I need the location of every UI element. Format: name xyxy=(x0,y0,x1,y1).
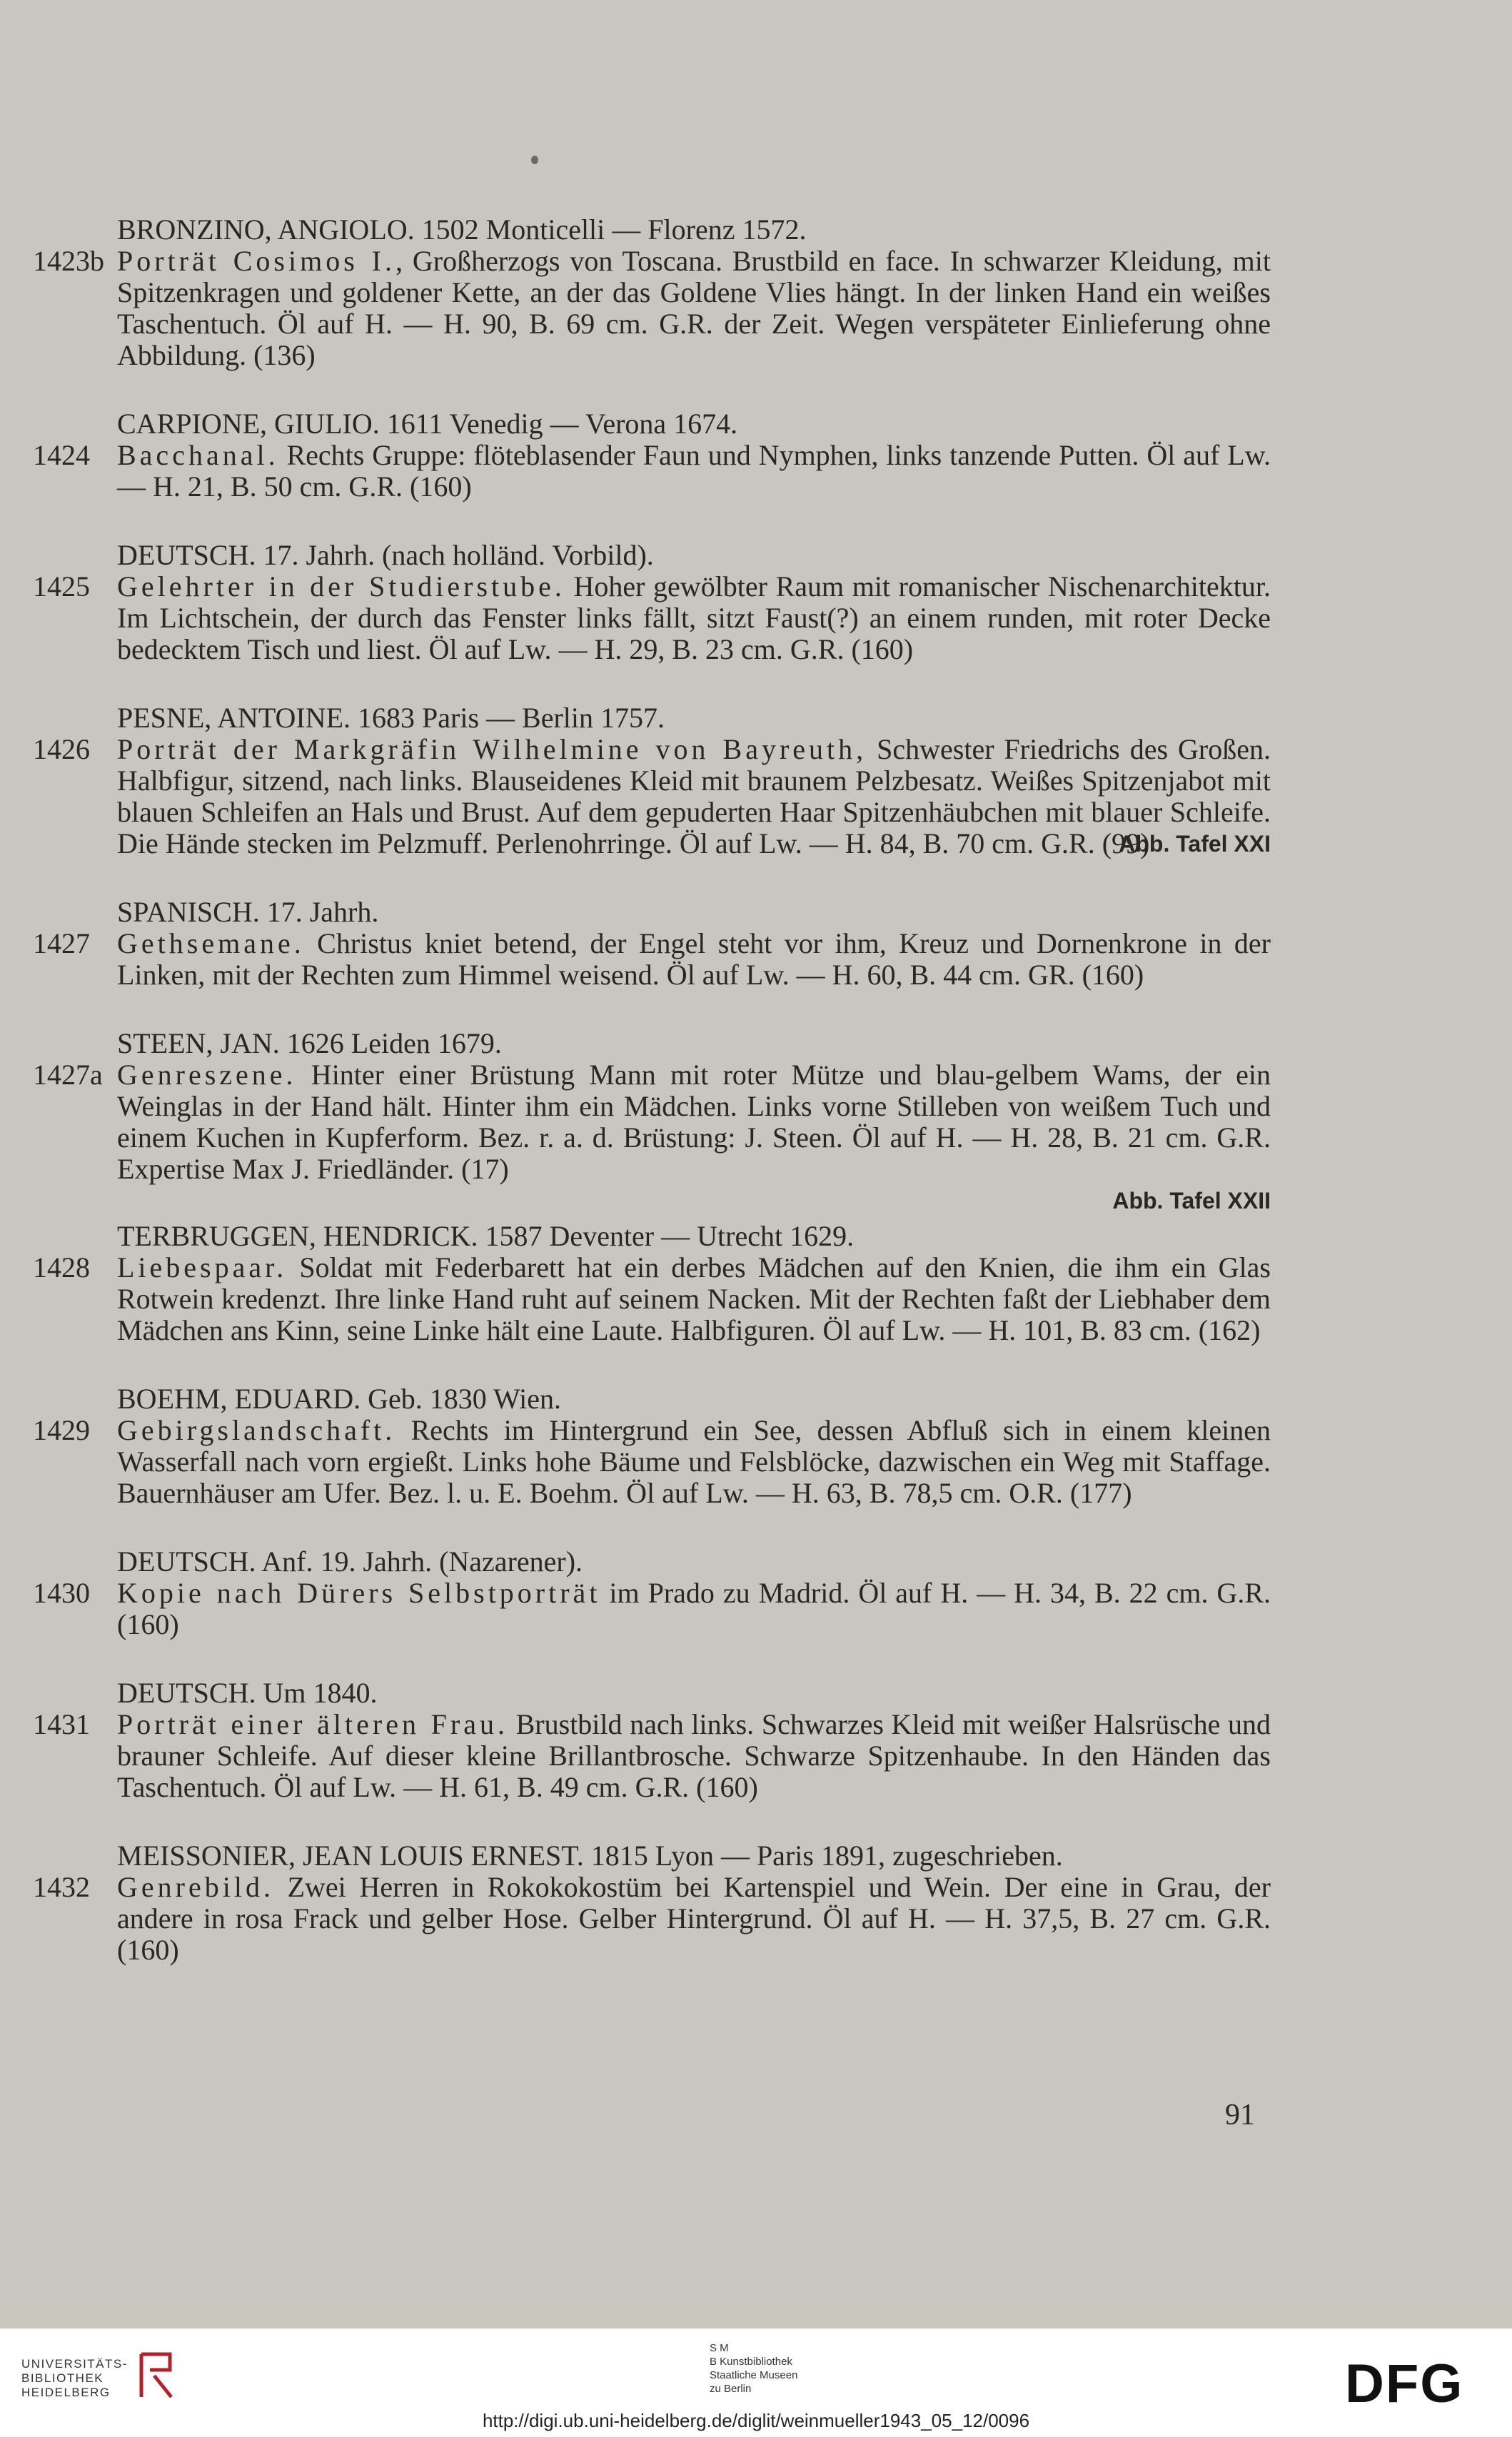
lot-description xyxy=(117,1415,1271,1509)
lot-text: Hoher gewölbter Raum mit romanischer Nischenarchitektur. Im Lichtschein, der durch das Fenster links fällt, sitzt Faust(?) an einem runden, mit roter Decke bedecktem Tisch und liest. Öl auf Lw. — H. 29, B. 23 cm. G.R. (160) xyxy=(117,570,1271,665)
artist-heading: TERBRUGGEN, HENDRICK. 1587 Deventer — Utrecht 1629. xyxy=(117,1220,855,1252)
lot-title: Porträt der Markgräfin Wilhelmine von Bayreuth, xyxy=(117,733,867,765)
lot-item xyxy=(0,246,1512,371)
lot-description xyxy=(117,1578,1271,1640)
lot-description xyxy=(117,1252,1271,1346)
lot-item xyxy=(0,440,1512,503)
lot-number: 1431 xyxy=(33,1708,90,1740)
lot-title: Genreszene. xyxy=(117,1059,297,1091)
lot-description xyxy=(117,1059,1271,1216)
page-number: 91 xyxy=(1225,2099,1255,2131)
lot-text: Zwei Herren in Rokokokostüm bei Kartenspiel und Wein. Der eine in Grau, der andere in rosa Frack und gelber Hose. Gelber Hintergrund. Öl auf H. — H. 37,5, B. 27 cm. G.R. (160) xyxy=(117,1871,1271,1966)
lot-description xyxy=(117,571,1271,665)
artist-heading: CARPIONE, GIULIO. 1611 Venedig — Verona 1674. xyxy=(117,408,738,440)
lot-description xyxy=(117,1709,1271,1803)
artist-heading: DEUTSCH. Anf. 19. Jahrh. (Nazarener). xyxy=(117,1545,583,1578)
catalog-entry xyxy=(0,540,1512,665)
logo-line: UNIVERSITÄTS- xyxy=(21,2357,128,2371)
lot-number: 1425 xyxy=(33,570,90,602)
catalog-entry xyxy=(0,1840,1512,1966)
logo-line: Staatliche Museen xyxy=(710,2369,798,2381)
catalog-entry xyxy=(0,1221,1512,1346)
lot-title: Gelehrter in der Studierstube. xyxy=(117,570,565,602)
lot-number: 1423b xyxy=(33,245,104,277)
lot-item xyxy=(0,1415,1512,1509)
lot-number: 1426 xyxy=(33,733,90,765)
smb-kunstbibliothek-logo[interactable] xyxy=(710,2341,797,2396)
lot-text: Christus kniet betend, der Engel steht vor ihm, Kreuz und Dornenkrone in der Linken, mit der Rechten zum Himmel weisend. Öl auf Lw. — H. 60, B. 44 cm. GR. (160) xyxy=(117,927,1271,991)
lot-number: 1429 xyxy=(33,1414,90,1446)
plate-reference: Abb. Tafel XXI xyxy=(1119,831,1271,857)
lot-item xyxy=(0,1709,1512,1803)
permalink[interactable]: http://digi.ub.uni-heidelberg.de/diglit/weinmueller1943_05_12/0096 xyxy=(482,2410,1030,2431)
artist-heading: DEUTSCH. Um 1840. xyxy=(117,1677,378,1709)
lot-item xyxy=(0,1059,1512,1216)
lot-title: Gebirgslandschaft. xyxy=(117,1414,396,1446)
lot-title: Liebespaar. xyxy=(117,1251,288,1283)
lot-title: Bacchanal. xyxy=(117,439,279,471)
artist-heading: MEISSONIER, JEAN LOUIS ERNEST. 1815 Lyon — Paris 1891, zugeschrieben. xyxy=(117,1840,1063,1872)
lot-description xyxy=(117,1872,1271,1966)
lot-text: Brustbild nach links. Schwarzes Kleid mit weißer Halsrüsche und brauner Schleife. Auf dieser kleine Brillantbrosche. Schwarze Spitzenhaube. In den Händen das Taschentuch. Öl auf Lw. — H. 61, B. 49 cm. G.R. (160) xyxy=(117,1708,1271,1803)
artist-heading: BOEHM, EDUARD. Geb. 1830 Wien. xyxy=(117,1383,562,1415)
logo-line: B Kunstbibliothek xyxy=(710,2356,792,2368)
catalog-entry xyxy=(0,1546,1512,1640)
lot-text: , Großherzogs von Toscana. Brustbild en face. In schwarzer Kleidung, mit Spitzenkragen und goldener Kette, an der das Goldene Vlies hängt. In der linken Hand ein weißes Taschentuch. Öl auf H. — H. 90, B. 69 cm. G.R. der Zeit. Wegen verspäteter Einlieferung ohne Abbildung. (136) xyxy=(117,245,1271,371)
lot-title: Porträt Cosimos I. xyxy=(117,245,395,277)
lot-number: 1432 xyxy=(33,1871,90,1903)
lot-text: Rechts Gruppe: flöteblasender Faun und Nymphen, links tanzende Putten. Öl auf Lw. — H. 21, B. 50 cm. G.R. (160) xyxy=(117,439,1271,503)
lot-text: Hinter einer Brüstung Mann mit roter Mütze und blau-gelbem Wams, der ein Weinglas in der Hand hält. Hinter ihm ein Mädchen. Links vorne Stilleben von weißem Tuch und einem Kuchen in Kupferform. Bez. r. a. d. Brüstung: J. Steen. Öl auf H. — H. 28, B. 21 cm. G.R. Expertise Max J. Friedländer. (17) xyxy=(117,1059,1271,1185)
lot-description xyxy=(117,928,1271,991)
catalog-entry xyxy=(0,897,1512,991)
paper-speck xyxy=(531,156,538,164)
lot-text: Schwester Friedrichs des Großen. Halbfigur, sitzend, nach links. Blauseidenes Kleid mit braunem Pelzbesatz. Weißes Spitzenjabot mit blauen Schleifen an Hals und Brust. Auf dem gepuderten Haar Spitzenhäubchen mit blauer Schleife. Die Hände stecken im Pelzmuff. Perlenohrringe. Öl auf Lw. — H. 84, B. 70 cm. G.R. (99) xyxy=(117,733,1271,859)
catalog-entry xyxy=(0,1383,1512,1509)
artist-heading: DEUTSCH. 17. Jahrh. (nach holländ. Vorbild). xyxy=(117,539,654,571)
lot-number: 1427a xyxy=(33,1059,103,1091)
logo-line: zu Berlin xyxy=(710,2383,752,2395)
lot-number: 1427 xyxy=(33,927,90,959)
lot-title: Genrebild. xyxy=(117,1871,274,1903)
logo-line: S M xyxy=(710,2342,729,2354)
lot-item xyxy=(0,571,1512,665)
lot-item xyxy=(0,1578,1512,1640)
lot-item xyxy=(0,1252,1512,1346)
catalog-entry xyxy=(0,1028,1512,1216)
lot-title: Kopie nach Dürers Selbstporträt xyxy=(117,1577,601,1609)
artist-heading: STEEN, JAN. 1626 Leiden 1679. xyxy=(117,1027,502,1059)
university-library-logo[interactable] xyxy=(21,2357,128,2400)
lot-number: 1430 xyxy=(33,1577,90,1609)
plate-reference: Abb. Tafel XXII xyxy=(1112,1188,1271,1214)
lot-title: Porträt einer älteren Frau. xyxy=(117,1708,508,1740)
lot-description xyxy=(117,246,1271,371)
logo-line: HEIDELBERG xyxy=(21,2386,111,2399)
lot-description xyxy=(117,440,1271,503)
catalog-entry xyxy=(0,408,1512,503)
artist-heading: BRONZINO, ANGIOLO. 1502 Monticelli — Florenz 1572. xyxy=(117,213,807,246)
artist-heading: SPANISCH. 17. Jahrh. xyxy=(117,896,379,928)
university-emblem-icon xyxy=(136,2350,177,2401)
lot-title: Gethsemane. xyxy=(117,927,305,959)
lot-number: 1424 xyxy=(33,439,90,471)
lot-text: im Prado zu Madrid. Öl auf H. — H. 34, B. 22 cm. G.R. (160) xyxy=(117,1577,1271,1640)
catalog-entry xyxy=(0,702,1512,859)
catalog-entry xyxy=(0,1677,1512,1803)
artist-heading: PESNE, ANTOINE. 1683 Paris — Berlin 1757. xyxy=(117,702,665,734)
catalog-entries xyxy=(0,214,1512,2003)
lot-item xyxy=(0,928,1512,991)
catalog-entry xyxy=(0,214,1512,371)
dfg-logo[interactable]: DFG xyxy=(1345,2353,1464,2414)
lot-text: Rechts im Hintergrund ein See, dessen Abfluß sich in einem kleinen Wasserfall nach vorn ergießt. Links hohe Bäume und Felsblöcke, dazwischen ein Weg mit Staffage. Bauernhäuser am Ufer. Bez. l. u. E. Boehm. Öl auf Lw. — H. 63, B. 78,5 cm. O.R. (177) xyxy=(117,1414,1271,1509)
lot-item xyxy=(0,734,1512,859)
lot-number: 1428 xyxy=(33,1251,90,1283)
lot-text: Soldat mit Federbarett hat ein derbes Mädchen auf den Knien, die ihm ein Glas Rotwein kredenzt. Ihre linke Hand ruht auf seinem Nacken. Mit der Rechten faßt der Liebhaber dem Mädchen ans Kinn, seine Linke hält eine Laute. Halbfiguren. Öl auf Lw. — H. 101, B. 83 cm. (162) xyxy=(117,1251,1271,1346)
logo-line: BIBLIOTHEK xyxy=(21,2371,104,2385)
lot-item xyxy=(0,1872,1512,1966)
digitization-footer xyxy=(0,2328,1512,2437)
lot-description xyxy=(117,734,1271,859)
